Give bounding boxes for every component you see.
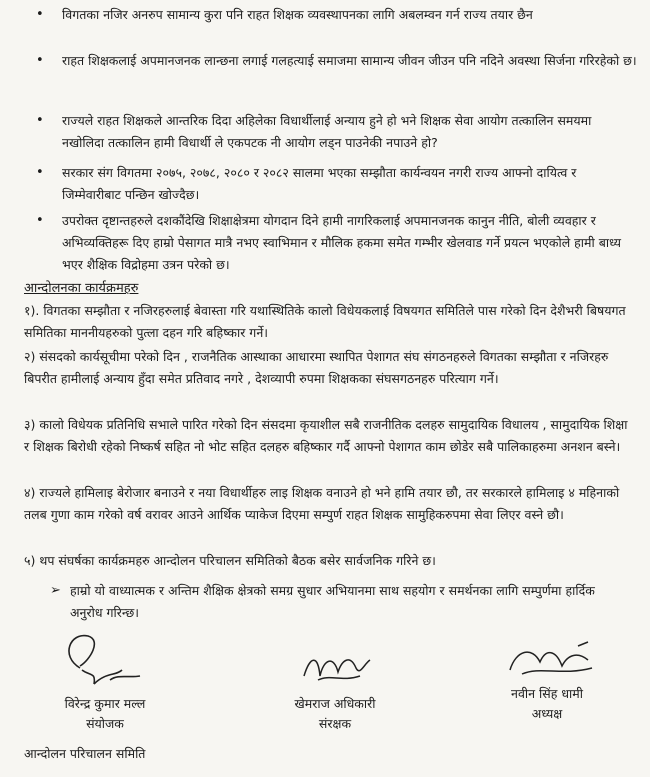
program-heading: आन्दोलनका कार्यक्रमहरु xyxy=(24,281,139,296)
bullet-dot-icon: • xyxy=(36,213,44,228)
signatory-name: नवीन सिंह धामी xyxy=(511,686,583,701)
bullet-dot-icon: • xyxy=(36,7,44,22)
program-item: ५) थप संघर्षका कार्यक्रमहरु आन्दोलन परिचालन समितिको बैठक बसेर सार्वजनिक गरिने छ। xyxy=(24,553,436,568)
bullet-dot-icon: • xyxy=(36,53,44,68)
grievance-item: • उपरोक्त दृष्टान्तहरुले दशकौंदेखि शिक्षाक्षेत्रमा योगदान दिने हामी नागरिकलाई अपमानजनक कानुन नीति, बोली व्यवहार र अभिव्यक्तिहरू दिए हाम्रो पेसागत मात्रै नभए स्वाभिमान र मौलिक हकमा समेत गम्भीर खेलवाड गर्ने प्रयत्न भएकोले हामी बाध्य भएर शैक्षिक विद्रोहमा उत्रन परेको छ। xyxy=(62,210,637,276)
signatory-name: खेमराज अधिकारी xyxy=(294,696,376,711)
grievance-item: • सरकार संग विगतमा २०७५, २०७८, २०८० र २०८२ सालमा भएका सम्झौता कार्यन्वयन नगरी राज्य आफ्नो दायित्व र जिम्मेवारीबाट पन्छिन खोज्दैछ। xyxy=(62,162,637,206)
signature-block-patron xyxy=(255,646,415,734)
signatory-name: विरेन्द्र कुमार मल्ल xyxy=(64,696,146,711)
grievance-item: • राज्यले राहत शिक्षकले आन्तरिक दिदा अहिलेका विधार्थीलाई अन्याय हुने हो भने शिक्षक सेवा आयोग तत्कालिन समयमा नखोलिदा तत्कालिन हामी विधार्थी ले एकपटक नी आयोग लड्न पाउनेकी नपाउने हो? xyxy=(62,110,637,154)
signature-mark xyxy=(492,636,602,684)
signatory-role: संरक्षक xyxy=(318,716,352,731)
closing-request: ➢ हाम्रो यो वाध्यात्मक र अन्तिम शैक्षिक क्षेत्रको समग्र सुधार अभियानमा साथ सहयोग र समर्थनका लागि सम्पुर्णमा हार्दिक अनुरोध गरिन्छ। xyxy=(70,580,630,624)
bullet-dot-icon: • xyxy=(36,113,44,128)
program-item: २) संसदको कार्यसूचीमा परेको दिन , राजनैतिक आस्थाका आधारमा स्थापित पेशागत संघ संगठनहरुले विगतका सम्झौता र नजिरहरु बिपरीत हामीलाई अन्याय हुँदा समेत प्रतिवाद नगरे , देशव्यापी रुपमा शिक्षकका संघसगठनहरु परित्याग गर्ने। xyxy=(24,349,609,386)
signature-mark xyxy=(50,626,160,694)
program-item: ३) कालो विधेयक प्रतिनिधि सभाले पारित गरेको दिन संसदमा कृयाशील सबै राजनीतिक दलहरु सामुदायिक विधालय , सामुदायिक शिक्षा र शिक्षक बिरोधी रहेको निष्कर्ष सहित नो भोट सहित दलहरु बहिष्कार गर्दै आफ्नो पेशागत काम छोडेर सबै पालिकाहरुमा अनशन बस्ने। xyxy=(24,417,628,454)
committee-name: आन्दोलन परिचालन समिति xyxy=(24,746,146,761)
signature-mark xyxy=(290,646,380,694)
program-item: १). विगतका सम्झौता र नजिरहरुलाई बेवास्ता गरि यथास्थितिके कालो विधेयकलाई विषयगत समितिले पास गरेको दिन देशैभरी बिषयगत समितिका माननीयहरुको पुत्ला दहन गरि बहिष्कार गर्ने। xyxy=(24,303,626,340)
signatory-role: संयोजक xyxy=(86,716,124,731)
arrow-right-icon: ➢ xyxy=(50,583,61,598)
program-item: ४) राज्यले हामिलाइ बेरोजार बनाउने र नया विधार्थीहरु लाइ शिक्षक वनाउने हो भने हामि तयार छौ, तर सरकारले हामिलाइ ४ महिनाको तलब गुणा काम गरेको वर्ष वरावर आउने आर्थिक प्याकेज दिएमा सम्पुर्ण राहत शिक्षक सामुहिकरुपमा सेवा लिएर वस्ने छौ। xyxy=(24,485,620,522)
signature-block-coordinator xyxy=(20,626,190,734)
signatory-role: अध्यक्ष xyxy=(531,706,563,721)
grievance-item: • विगतका नजिर अनरुप सामान्य कुरा पनि राहत शिक्षक व्यवस्थापनका लागि अबलम्वन गर्न राज्य तयार छैन xyxy=(62,4,637,26)
signature-block-chair xyxy=(462,636,632,724)
bullet-dot-icon: • xyxy=(36,165,44,180)
grievance-item: • राहत शिक्षकलाई अपमानजनक लान्छना लगाई गलहत्याई समाजमा सामान्य जीवन जीउन पनि नदिने अवस्था सिर्जना गरिरहेको छ। xyxy=(62,50,637,72)
